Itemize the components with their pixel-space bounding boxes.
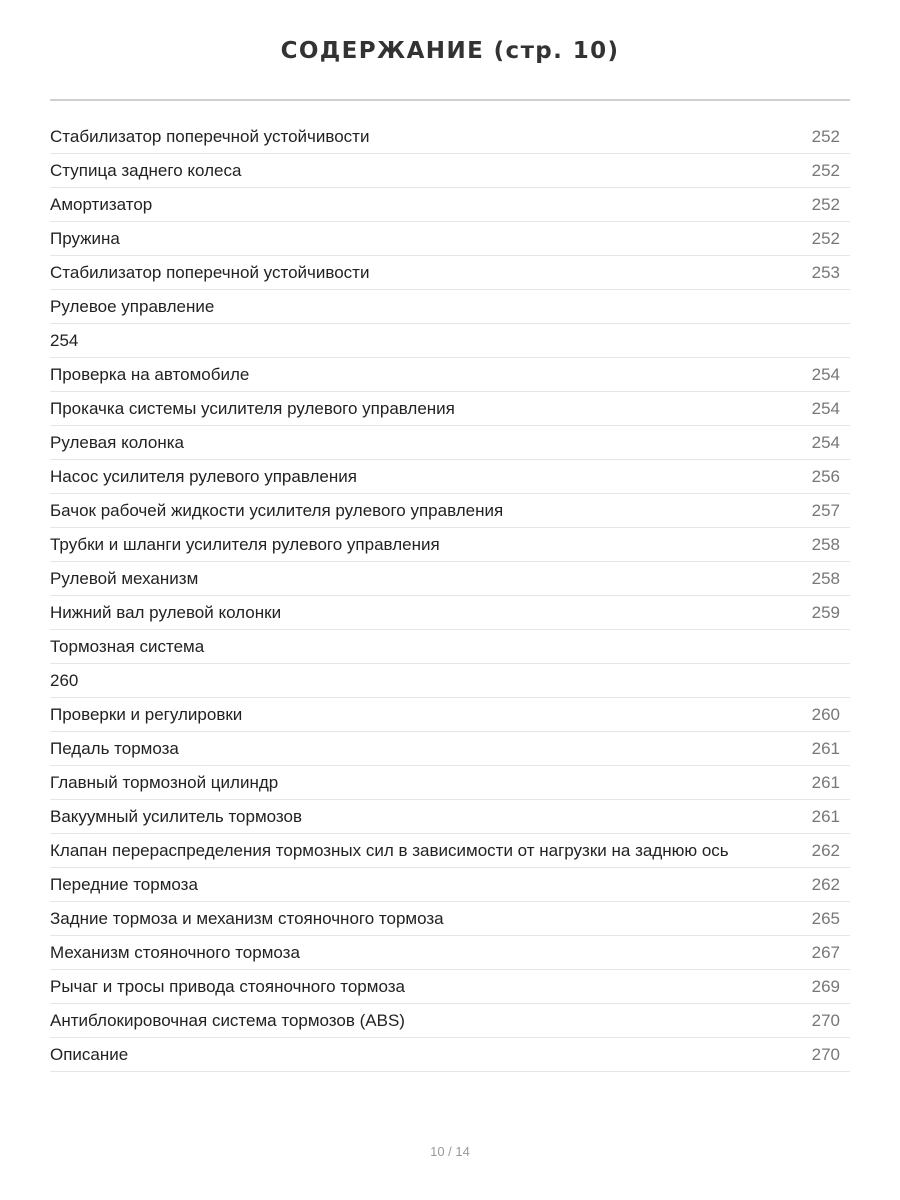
toc-entry-title: Проверка на автомобиле xyxy=(50,365,250,384)
toc-entry-title: Стабилизатор поперечной устойчивости xyxy=(50,263,370,282)
toc-entry-title: Задние тормоза и механизм стояночного тормоза xyxy=(50,909,444,928)
toc-entry-page: 254 xyxy=(811,399,840,418)
toc-entry-title: Описание xyxy=(50,1045,129,1064)
toc-entry-page: 260 xyxy=(811,705,840,724)
toc-entry-title: Насос усилителя рулевого управления xyxy=(50,467,357,486)
toc-entry-page: 253 xyxy=(811,263,840,282)
toc-entry-title: Проверки и регулировки xyxy=(50,705,243,724)
toc-entry[interactable] xyxy=(50,120,850,154)
toc-entry-page: 252 xyxy=(811,195,840,214)
toc-entry-title: Клапан перераспределения тормозных сил в зависимости от нагрузки на заднюю ось xyxy=(50,841,729,860)
page-indicator: 10 / 14 xyxy=(430,1144,470,1159)
toc-entry-page: 254 xyxy=(811,365,840,384)
toc-entry-page: 269 xyxy=(811,977,840,996)
toc-entry-title: 260 xyxy=(50,671,79,690)
toc-entry[interactable] xyxy=(50,426,850,460)
toc-entry-page: 265 xyxy=(811,909,840,928)
toc-entry-title: Амортизатор xyxy=(50,195,153,214)
toc-entry-page: 258 xyxy=(811,569,840,588)
toc-entry[interactable] xyxy=(50,358,850,392)
toc-entry-title: Вакуумный усилитель тормозов xyxy=(50,807,302,826)
toc-entry-page: 254 xyxy=(811,433,840,452)
toc-entry-page: 252 xyxy=(811,161,840,180)
toc-entry-title: Педаль тормоза xyxy=(50,739,179,758)
toc-entry[interactable] xyxy=(50,460,850,494)
toc-entry-page: 261 xyxy=(811,773,840,792)
toc-entry[interactable] xyxy=(50,664,850,698)
toc-entry[interactable] xyxy=(50,154,850,188)
toc-entry-page: 262 xyxy=(811,841,840,860)
toc-entry[interactable] xyxy=(50,188,850,222)
toc-entry[interactable] xyxy=(50,596,850,630)
toc-entry-page: 261 xyxy=(811,807,840,826)
toc-entry-page: 257 xyxy=(811,501,840,520)
toc-entry[interactable] xyxy=(50,290,850,324)
title-divider xyxy=(50,99,850,101)
toc-entry-page: 258 xyxy=(811,535,840,554)
toc-entry[interactable] xyxy=(50,1038,850,1072)
toc-entry-title: Рулевой механизм xyxy=(50,569,199,588)
toc-entry-page: 262 xyxy=(811,875,840,894)
toc-entry-title: Прокачка системы усилителя рулевого управления xyxy=(50,399,455,418)
toc-entry-title: Пружина xyxy=(50,229,120,248)
toc-entry-title: Тормозная система xyxy=(50,637,205,656)
toc-entry[interactable] xyxy=(50,732,850,766)
page-title: СОДЕРЖАНИЕ (стр. 10) xyxy=(280,38,620,64)
toc-entry[interactable] xyxy=(50,222,850,256)
toc-entry[interactable] xyxy=(50,562,850,596)
toc-entry[interactable] xyxy=(50,868,850,902)
toc-entry-page: 270 xyxy=(811,1045,840,1064)
toc-entry-title: Рулевая колонка xyxy=(50,433,184,452)
toc-entry[interactable] xyxy=(50,528,850,562)
toc-entry-title: Главный тормозной цилиндр xyxy=(50,773,279,792)
toc-entry-title: Антиблокировочная система тормозов (ABS) xyxy=(50,1011,405,1030)
toc-entry-title: Механизм стояночного тормоза xyxy=(50,943,300,962)
toc-entry[interactable] xyxy=(50,1004,850,1038)
toc-entry[interactable] xyxy=(50,256,850,290)
toc-entry[interactable] xyxy=(50,766,850,800)
toc-entry-page: 270 xyxy=(811,1011,840,1030)
toc-entry-title: 254 xyxy=(50,331,79,350)
toc-entry-title: Стабилизатор поперечной устойчивости xyxy=(50,127,370,146)
table-of-contents xyxy=(50,120,850,1072)
toc-entry[interactable] xyxy=(50,698,850,732)
toc-entry[interactable] xyxy=(50,970,850,1004)
toc-entry[interactable] xyxy=(50,902,850,936)
toc-entry[interactable] xyxy=(50,392,850,426)
toc-entry-title: Рулевое управление xyxy=(50,297,215,316)
toc-entry-title: Трубки и шланги усилителя рулевого управления xyxy=(50,535,440,554)
toc-entry-title: Бачок рабочей жидкости усилителя рулевого управления xyxy=(50,501,504,520)
toc-entry-page: 252 xyxy=(811,127,840,146)
toc-entry-page: 259 xyxy=(811,603,840,622)
toc-entry[interactable] xyxy=(50,800,850,834)
toc-entry[interactable] xyxy=(50,630,850,664)
toc-entry[interactable] xyxy=(50,936,850,970)
toc-entry[interactable] xyxy=(50,494,850,528)
toc-entry-page: 256 xyxy=(811,467,840,486)
toc-entry[interactable] xyxy=(50,834,850,868)
toc-entry-page: 261 xyxy=(811,739,840,758)
toc-entry-title: Ступица заднего колеса xyxy=(50,161,242,180)
toc-entry-title: Нижний вал рулевой колонки xyxy=(50,603,282,622)
toc-entry-title: Рычаг и тросы привода стояночного тормоза xyxy=(50,977,405,996)
toc-entry[interactable] xyxy=(50,324,850,358)
toc-entry-page: 267 xyxy=(811,943,840,962)
toc-entry-title: Передние тормоза xyxy=(50,875,198,894)
toc-entry-page: 252 xyxy=(811,229,840,248)
